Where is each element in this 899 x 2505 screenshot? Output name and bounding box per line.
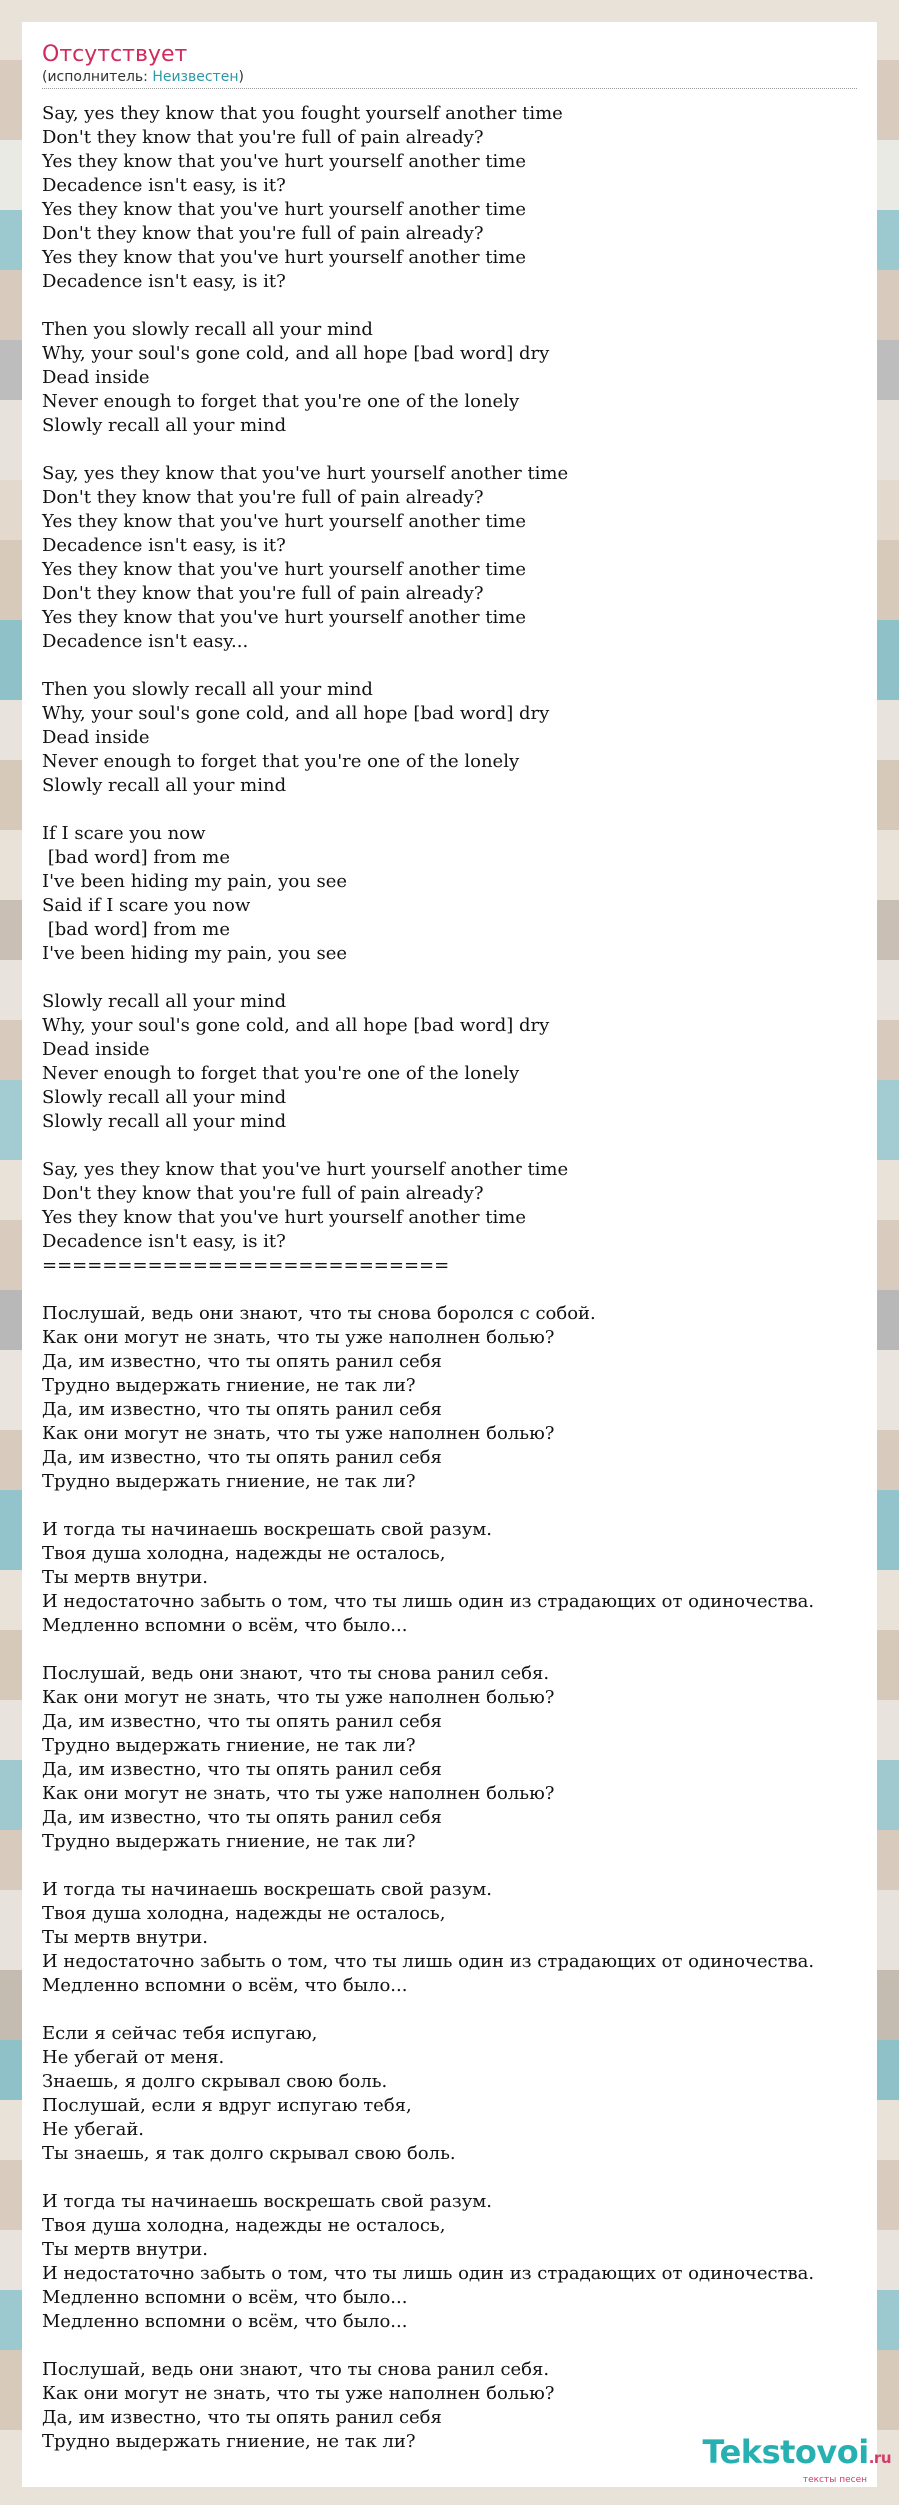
lyrics-line: Never enough to forget that you're one of the lonely — [42, 1063, 520, 1084]
lyrics-line: Послушай, ведь они знают, что ты снова ранил себя. — [42, 1663, 550, 1684]
lyrics-line: Slowly recall all your mind — [42, 775, 287, 796]
lyrics-line: Yes they know that you've hurt yourself another time — [42, 247, 527, 268]
lyrics-line: Why, your soul's gone cold, and all hope [bad word] dry — [42, 1015, 550, 1036]
artist-link[interactable]: Неизвестен — [152, 69, 239, 85]
lyrics-line: Then you slowly recall all your mind — [42, 679, 373, 700]
lyrics-line: Не убегай от меня. — [42, 2047, 225, 2068]
lyrics-line: Да, им известно, что ты опять ранил себя — [42, 1807, 442, 1828]
lyrics-line: Трудно выдержать гниение, не так ли? — [42, 1831, 416, 1852]
lyrics-line: Да, им известно, что ты опять ранил себя — [42, 1351, 442, 1372]
logo-tagline: тексты песен — [802, 2475, 867, 2485]
site-logo[interactable] — [671, 2435, 891, 2485]
lyrics-line: И тогда ты начинаешь воскрешать свой разум. — [42, 2191, 493, 2212]
lyrics-line: Ты знаешь, я так долго скрывал свою боль. — [42, 2143, 456, 2164]
lyrics-line: Трудно выдержать гниение, не так ли? — [42, 1471, 416, 1492]
lyrics-line: Да, им известно, что ты опять ранил себя — [42, 1399, 442, 1420]
lyrics-line: Послушай, если я вдруг испугаю тебя, — [42, 2095, 412, 2116]
lyrics-blank-line — [42, 438, 877, 462]
logo-tld: .ru — [868, 2449, 891, 2467]
lyrics-line: Slowly recall all your mind — [42, 1087, 287, 1108]
lyrics-blank-line — [42, 1854, 877, 1878]
lyrics-line: Why, your soul's gone cold, and all hope [bad word] dry — [42, 703, 550, 724]
lyrics-line: Да, им известно, что ты опять ранил себя — [42, 1711, 442, 1732]
lyrics-line: If I scare you now — [42, 823, 206, 844]
lyrics-line: Как они могут не знать, что ты уже наполнен болью? — [42, 1687, 555, 1708]
lyrics-line: Decadence isn't easy, is it? — [42, 271, 286, 292]
lyrics-text — [42, 102, 877, 2454]
lyrics-line: Yes they know that you've hurt yourself another time — [42, 511, 527, 532]
artist-line — [42, 68, 857, 86]
lyrics-line: Твоя душа холодна, надежды не осталось, — [42, 1903, 446, 1924]
lyrics-line: Трудно выдержать гниение, не так ли? — [42, 2431, 416, 2452]
lyrics-line: I've been hiding my pain, you see — [42, 871, 348, 892]
lyrics-line: Медленно вспомни о всём, что было... — [42, 1615, 408, 1636]
lyrics-line: Dead inside — [42, 367, 150, 388]
logo-word: Tekstovoi — [702, 2433, 869, 2471]
lyrics-blank-line — [42, 1134, 877, 1158]
lyrics-line: Как они могут не знать, что ты уже наполнен болью? — [42, 1783, 555, 1804]
lyrics-line: И тогда ты начинаешь воскрешать свой разум. — [42, 1879, 493, 1900]
lyrics-line: И недостаточно забыть о том, что ты лишь один из страдающих от одиночества. — [42, 2263, 815, 2284]
lyrics-line: Yes they know that you've hurt yourself another time — [42, 199, 527, 220]
lyrics-line: Why, your soul's gone cold, and all hope [bad word] dry — [42, 343, 550, 364]
lyrics-line: Don't they know that you're full of pain already? — [42, 583, 484, 604]
lyrics-line: Said if I scare you now — [42, 895, 251, 916]
lyrics-blank-line — [42, 2334, 877, 2358]
lyrics-line: Yes they know that you've hurt yourself another time — [42, 559, 527, 580]
lyrics-line: Say, yes they know that you've hurt yourself another time — [42, 1159, 569, 1180]
lyrics-line: Never enough to forget that you're one of the lonely — [42, 391, 520, 412]
artist-prefix: (исполнитель: — [42, 69, 153, 85]
lyrics-line: Don't they know that you're full of pain already? — [42, 1183, 484, 1204]
lyrics-line: Знаешь, я долго скрывал свою боль. — [42, 2071, 388, 2092]
lyrics-line: Как они могут не знать, что ты уже наполнен болью? — [42, 1327, 555, 1348]
lyrics-line: Если я сейчас тебя испугаю, — [42, 2023, 318, 2044]
lyrics-line: Да, им известно, что ты опять ранил себя — [42, 1447, 442, 1468]
lyrics-line: Твоя душа холодна, надежды не осталось, — [42, 2215, 446, 2236]
lyrics-line: Ты мертв внутри. — [42, 1567, 208, 1588]
lyrics-line: Slowly recall all your mind — [42, 1111, 287, 1132]
lyrics-line: =========================== — [42, 1255, 450, 1276]
header-divider — [42, 88, 857, 89]
lyrics-line: Медленно вспомни о всём, что было... — [42, 2287, 408, 2308]
lyrics-blank-line — [42, 294, 877, 318]
lyrics-line: Как они могут не знать, что ты уже наполнен болью? — [42, 1423, 555, 1444]
lyrics-line: И тогда ты начинаешь воскрешать свой разум. — [42, 1519, 493, 1540]
lyrics-line: Yes they know that you've hurt yourself another time — [42, 151, 527, 172]
lyrics-blank-line — [42, 1998, 877, 2022]
lyrics-line: Don't they know that you're full of pain already? — [42, 127, 484, 148]
artist-suffix: ) — [238, 69, 244, 85]
lyrics-line: Трудно выдержать гниение, не так ли? — [42, 1735, 416, 1756]
lyrics-line: Slowly recall all your mind — [42, 991, 287, 1012]
lyrics-line: Decadence isn't easy, is it? — [42, 535, 286, 556]
lyrics-blank-line — [42, 654, 877, 678]
lyrics-blank-line — [42, 966, 877, 990]
lyrics-line: Say, yes they know that you've hurt yourself another time — [42, 463, 569, 484]
logo-name — [671, 2435, 891, 2475]
lyrics-line: Dead inside — [42, 1039, 150, 1060]
lyrics-blank-line — [42, 1278, 877, 1302]
lyrics-line: Послушай, ведь они знают, что ты снова ранил себя. — [42, 2359, 550, 2380]
lyrics-line: [bad word] from me — [42, 919, 230, 940]
lyrics-blank-line — [42, 1638, 877, 1662]
lyrics-line: Yes they know that you've hurt yourself another time — [42, 1207, 527, 1228]
lyrics-line: Then you slowly recall all your mind — [42, 319, 373, 340]
lyrics-line: Decadence isn't easy... — [42, 631, 249, 652]
lyrics-line: [bad word] from me — [42, 847, 230, 868]
lyrics-line: И недостаточно забыть о том, что ты лишь один из страдающих от одиночества. — [42, 1951, 815, 1972]
lyrics-line: Yes they know that you've hurt yourself another time — [42, 607, 527, 628]
lyrics-blank-line — [42, 798, 877, 822]
lyrics-line: Да, им известно, что ты опять ранил себя — [42, 2407, 442, 2428]
lyrics-line: Медленно вспомни о всём, что было... — [42, 1975, 408, 1996]
lyrics-line: Трудно выдержать гниение, не так ли? — [42, 1375, 416, 1396]
lyrics-line: Как они могут не знать, что ты уже наполнен болью? — [42, 2383, 555, 2404]
lyrics-card — [22, 22, 877, 2487]
lyrics-line: Don't they know that you're full of pain already? — [42, 223, 484, 244]
lyrics-line: Never enough to forget that you're one of the lonely — [42, 751, 520, 772]
lyrics-line: Decadence isn't easy, is it? — [42, 1231, 286, 1252]
lyrics-line: Ты мертв внутри. — [42, 2239, 208, 2260]
lyrics-line: Say, yes they know that you fought yourself another time — [42, 103, 563, 124]
lyrics-line: И недостаточно забыть о том, что ты лишь один из страдающих от одиночества. — [42, 1591, 815, 1612]
lyrics-line: Ты мертв внутри. — [42, 1927, 208, 1948]
lyrics-line: Твоя душа холодна, надежды не осталось, — [42, 1543, 446, 1564]
lyrics-blank-line — [42, 1494, 877, 1518]
lyrics-line: Не убегай. — [42, 2119, 145, 2140]
lyrics-line: I've been hiding my pain, you see — [42, 943, 348, 964]
lyrics-line: Медленно вспомни о всём, что было... — [42, 2311, 408, 2332]
lyrics-blank-line — [42, 2166, 877, 2190]
lyrics-line: Decadence isn't easy, is it? — [42, 175, 286, 196]
song-title: Отсутствует — [42, 42, 188, 67]
lyrics-line: Slowly recall all your mind — [42, 415, 287, 436]
song-header — [42, 42, 857, 89]
lyrics-line: Don't they know that you're full of pain already? — [42, 487, 484, 508]
lyrics-line: Да, им известно, что ты опять ранил себя — [42, 1759, 442, 1780]
lyrics-line: Dead inside — [42, 727, 150, 748]
lyrics-line: Послушай, ведь они знают, что ты снова боролся с собой. — [42, 1303, 596, 1324]
